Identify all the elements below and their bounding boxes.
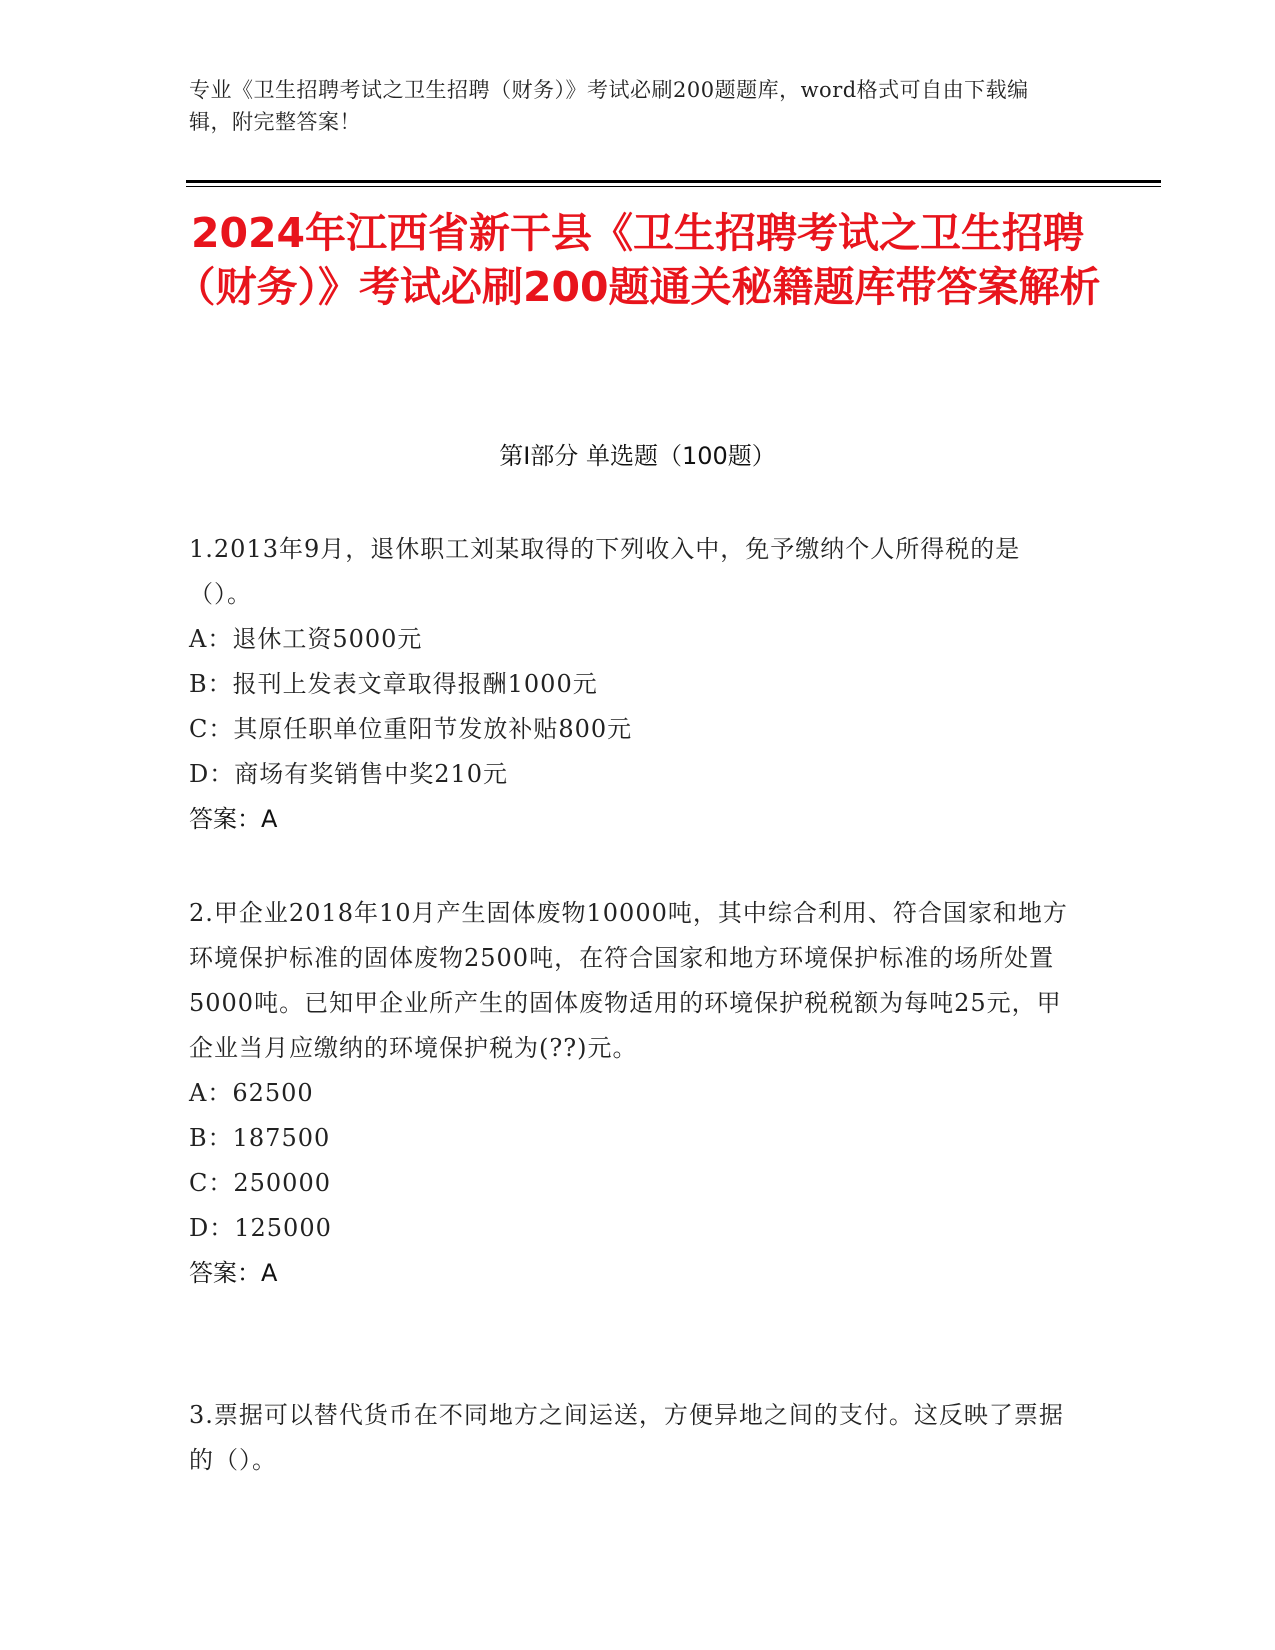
question-item xyxy=(189,527,1079,842)
option-d: D：125000 xyxy=(189,1214,332,1242)
question-stem: 1.2013年9月，退休职工刘某取得的下列收入中，免予缴纳个人所得税的是（）。 xyxy=(189,535,1021,608)
section-heading: 第I部分 单选题（100题） xyxy=(499,442,776,470)
question-stem: 3.票据可以替代货币在不同地方之间运送，方便异地之间的支付。这反映了票据的（）。 xyxy=(189,1401,1064,1474)
header-note: 专业《卫生招聘考试之卫生招聘（财务）》考试必刷200题题库，word格式可自由下载编辑，附完整答案！ xyxy=(189,78,1029,134)
document-title: 2024年江西省新干县《卫生招聘考试之卫生招聘（财务）》考试必刷200题通关秘籍题库带答案解析 xyxy=(174,209,1101,311)
option-a: A：退休工资5000元 xyxy=(189,625,423,653)
answer-line: 答案：A xyxy=(189,1259,278,1287)
option-c: C：250000 xyxy=(189,1169,331,1197)
answer-line: 答案：A xyxy=(189,805,278,833)
question-item xyxy=(189,891,1079,1296)
header-divider-thin xyxy=(186,186,1161,187)
option-b: B：报刊上发表文章取得报酬1000元 xyxy=(189,670,598,698)
option-c: C：其原任职单位重阳节发放补贴800元 xyxy=(189,715,633,743)
question-stem: 2.甲企业2018年10月产生固体废物10000吨，其中综合利用、符合国家和地方环境保护标准的固体废物2500吨，在符合国家和地方环境保护标准的场所处置5000吨。已知甲企业所产生的固体废物适用的环境保护税税额为每吨25元，甲企业当月应缴纳的环境保护税为(??)元。 xyxy=(189,899,1068,1062)
question-item xyxy=(189,1393,1079,1483)
option-b: B：187500 xyxy=(189,1124,331,1152)
header-divider-thick xyxy=(186,180,1161,183)
option-d: D：商场有奖销售中奖210元 xyxy=(189,760,509,788)
option-a: A：62500 xyxy=(189,1079,314,1107)
